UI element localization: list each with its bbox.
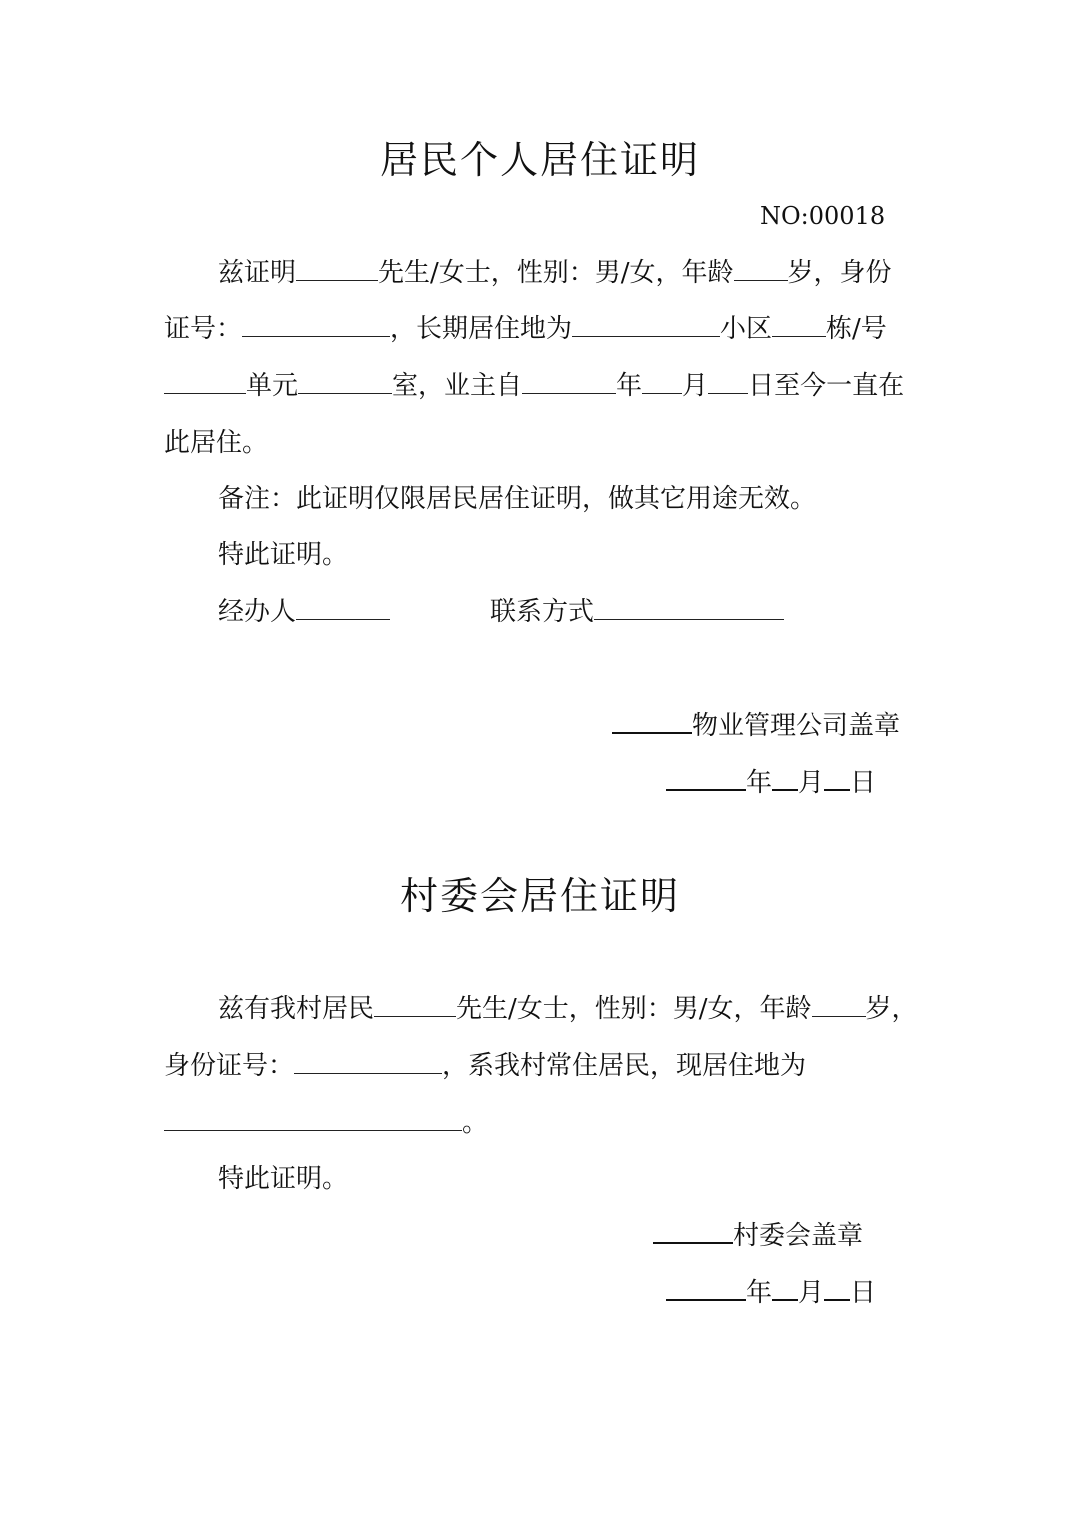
text: 日至今一直在 xyxy=(748,371,905,401)
date-month-blank xyxy=(772,1275,798,1301)
building-blank xyxy=(772,312,826,337)
date-month-blank xyxy=(772,765,798,791)
doc1-para-line2 xyxy=(164,312,887,346)
doc1-handler xyxy=(218,595,390,629)
text: 证号： xyxy=(164,314,243,344)
name-blank xyxy=(374,992,456,1017)
unit-blank xyxy=(164,369,246,394)
text: 月 xyxy=(798,1278,825,1308)
community-blank xyxy=(572,312,720,337)
name-blank xyxy=(296,256,378,281)
text: 先生/女士，性别：男/女，年龄 xyxy=(456,994,812,1024)
handler-label: 经办人 xyxy=(218,597,297,627)
doc1-para-line3 xyxy=(164,369,904,403)
text: 岁，身份 xyxy=(787,258,892,288)
text: ，长期居住地为 xyxy=(390,314,573,344)
doc1-para-line1 xyxy=(218,256,892,290)
id-blank xyxy=(242,312,390,337)
room-blank xyxy=(298,369,392,394)
date-year-blank xyxy=(666,1275,746,1301)
date-day-blank xyxy=(824,1275,850,1301)
text: 兹证明 xyxy=(218,258,297,288)
text: 栋/号 xyxy=(826,314,887,344)
doc1-contact xyxy=(490,595,784,629)
month-blank xyxy=(642,369,682,394)
seal-blank xyxy=(612,708,692,734)
text: 。 xyxy=(462,1108,489,1138)
handler-blank xyxy=(296,595,390,620)
seal-label: 村委会盖章 xyxy=(733,1221,864,1251)
text: 岁， xyxy=(865,994,918,1024)
doc1-hereby: 特此证明。 xyxy=(218,540,349,570)
text: 年 xyxy=(746,768,773,798)
doc2-para-line3 xyxy=(164,1106,488,1140)
text: 日 xyxy=(850,768,877,798)
doc1-date xyxy=(666,765,876,800)
text: 年 xyxy=(616,371,643,401)
doc1-number: NO:00018 xyxy=(760,202,886,230)
date-day-blank xyxy=(824,765,850,791)
text: 小区 xyxy=(720,314,773,344)
address-blank xyxy=(164,1106,462,1131)
doc2-para-line2 xyxy=(164,1049,806,1083)
year-blank xyxy=(522,369,616,394)
contact-blank xyxy=(594,595,784,620)
text: 年 xyxy=(746,1278,773,1308)
text: 日 xyxy=(850,1278,877,1308)
text: 兹有我村居民 xyxy=(218,994,375,1024)
seal-blank xyxy=(653,1218,733,1244)
doc2-seal xyxy=(653,1218,863,1253)
doc2-date xyxy=(666,1275,876,1310)
doc1-note: 备注：此证明仅限居民居住证明，做其它用途无效。 xyxy=(218,484,817,514)
doc1-para-line4: 此居住。 xyxy=(164,428,269,458)
text: 身份证号： xyxy=(164,1051,295,1081)
doc2-hereby: 特此证明。 xyxy=(218,1164,349,1194)
date-year-blank xyxy=(666,765,746,791)
text: 先生/女士，性别：男/女，年龄 xyxy=(378,258,734,288)
text: 月 xyxy=(798,768,825,798)
doc2-title: 村委会居住证明 xyxy=(399,874,680,918)
text: ，系我村常住居民，现居住地为 xyxy=(442,1051,807,1081)
text: 单元 xyxy=(246,371,299,401)
doc2-para-line1 xyxy=(218,992,918,1026)
age-blank xyxy=(734,256,788,281)
doc1-title: 居民个人居住证明 xyxy=(379,138,700,182)
age-blank xyxy=(812,992,866,1017)
day-blank xyxy=(708,369,748,394)
id-blank xyxy=(294,1049,442,1074)
text: 月 xyxy=(682,371,709,401)
doc1-seal xyxy=(612,708,900,743)
text: 室，业主自 xyxy=(392,371,523,401)
seal-label: 物业管理公司盖章 xyxy=(692,711,901,741)
contact-label: 联系方式 xyxy=(490,597,595,627)
